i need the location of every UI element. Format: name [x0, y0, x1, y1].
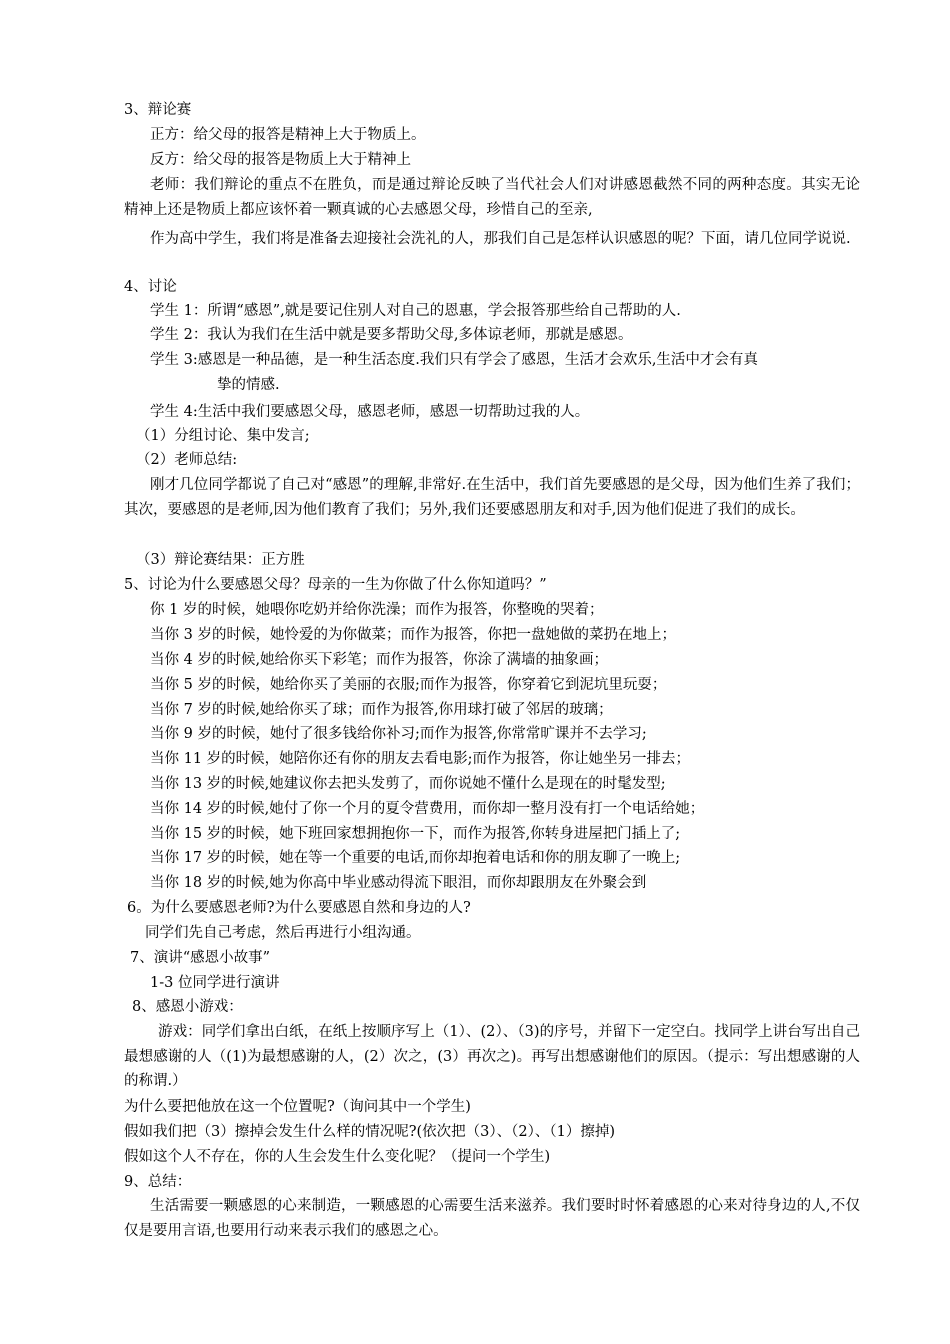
list-item: 当你 11 岁的时候，她陪你还有你的朋友去看电影;而作为报答，你让她坐另一排去； [150, 751, 691, 767]
student-intro-paragraph: 作为高中学生，我们将是准备去迎接社会洗礼的人，那我们自己是怎样认识感恩的呢？下面，请几位同学说说. [150, 231, 851, 247]
debate-result: （3）辩论赛结果：正方胜 [136, 552, 305, 568]
list-item: 当你 13 岁的时候,她建议你去把头发剪了，而你说她不懂什么是现在的时髦发型; [150, 776, 666, 792]
game-question-2: 假如我们把（3）擦掉会发生什么样的情况呢?(依次把（3）、（2）、（1）擦掉) [124, 1124, 615, 1140]
game-question-1: 为什么要把他放在这一个位置呢?（询问其中一个学生) [124, 1099, 471, 1115]
list-item: 当你 7 岁的时候,她给你买了球；而作为报答,你用球打破了邻居的玻璃； [150, 702, 613, 718]
teacher-remark: 老师：我们辩论的重点不在胜负，而是通过辩论反映了当代社会人们对讲感恩截然不同的两种态度。其实无论精神上还是物质上都应该怀着一颗真诚的心去感恩父母，珍惜自己的至亲, [124, 177, 860, 218]
student-4-statement: 学生 4:生活中我们要感恩父母，感恩老师，感恩一切帮助过我的人。 [150, 404, 590, 420]
section-9-heading: 9、总结： [124, 1174, 192, 1190]
game-instructions: 游戏：同学们拿出白纸，在纸上按顺序写上（1）、(2）、（3)的序号，并留下一定空白。找同学上讲台写出自己最想感谢的人（(1)为最想感谢的人，(2）次之，(3）再次之)。再写出想感谢他们的原因。（提示：写出想感谢的人的称谓.） [124, 1024, 860, 1089]
list-item: 当你 3 岁的时候，她怜爱的为你做菜；而作为报答，你把一盘她做的菜扔在地上； [150, 627, 676, 643]
student-3-statement-continued: 挚的情感. [217, 377, 280, 393]
list-item: 当你 17 岁的时候，她在等一个重要的电话,而你却抱着电话和你的朋友聊了一晚上; [150, 850, 681, 866]
step-group-discussion: （1）分组讨论、集中发言; [136, 428, 310, 444]
list-item: 当你 5 岁的时候，她给你买了美丽的衣服;而作为报答，你穿着它到泥坑里玩耍； [150, 677, 667, 693]
section-6-body: 同学们先自己考虑，然后再进行小组沟通。 [145, 925, 421, 941]
section-7-body: 1-3 位同学进行演讲 [150, 975, 280, 991]
student-1-statement: 学生 1：所谓“感恩”,就是要记住别人对自己的恩惠，学会报答那些给自己帮助的人. [150, 303, 681, 319]
list-item: 你 1 岁的时候，她喂你吃奶并给你洗澡；而作为报答，你整晚的哭着； [150, 602, 604, 618]
list-item: 当你 9 岁的时候，她付了很多钱给你补习;而作为报答,你常常旷课并不去学习; [150, 726, 647, 742]
section-3-heading: 3、辩论赛 [124, 102, 192, 118]
conclusion-paragraph: 生活需要一颗感恩的心来制造，一颗感恩的心需要生活来滋养。我们要时时怀着感恩的心来对待身边的人,不仅仅是要用言语,也要用行动来表示我们的感恩之心。 [124, 1198, 860, 1239]
list-item: 当你 15 岁的时候，她下班回家想拥抱你一下，而作为报答,你转身进屋把门插上了; [150, 826, 681, 842]
list-item: 当你 18 岁的时候,她为你高中毕业感动得流下眼泪，而你却跟朋友在外聚会到 [150, 875, 647, 891]
teacher-summary-paragraph: 刚才几位同学都说了自己对“感恩”的理解,非常好.在生活中，我们首先要感恩的是父母，因为他们生养了我们；其次，要感恩的是老师,因为他们教育了我们；另外,我们还要感恩朋友和对手,因为他们促进了我们的成长。 [124, 477, 860, 518]
section-5-heading: 5、讨论为什么要感恩父母？母亲的一生为你做了什么你知道吗？” [124, 577, 547, 593]
section-7-heading: 7、演讲“感恩小故事” [130, 950, 271, 966]
section-6-heading: 6。为什么要感恩老师?为什么要感恩自然和身边的人? [127, 900, 471, 916]
step-teacher-summary: （2）老师总结: [136, 452, 238, 468]
list-item: 当你 4 岁的时候,她给你买下彩笔；而作为报答，你涂了满墙的抽象画； [150, 652, 609, 668]
student-2-statement: 学生 2：我认为我们在生活中就是要多帮助父母,多体谅老师，那就是感恩。 [150, 327, 633, 343]
debate-con-position: 反方：给父母的报答是物质上大于精神上 [150, 152, 411, 168]
game-question-3: 假如这个人不存在，你的人生会发生什么变化呢？（提问一个学生) [124, 1149, 551, 1165]
debate-pro-position: 正方：给父母的报答是精神上大于物质上。 [150, 127, 426, 143]
section-4-heading: 4、讨论 [124, 279, 177, 295]
list-item: 当你 14 岁的时候,她付了你一个月的夏令营费用，而你却一整月没有打一个电话给她； [150, 801, 705, 817]
section-8-heading: 8、感恩小游戏： [132, 999, 243, 1015]
student-3-statement: 学生 3:感恩是一种品德，是一种生活态度.我们只有学会了感恩，生活才会欢乐,生活中才会有真 [150, 352, 758, 368]
